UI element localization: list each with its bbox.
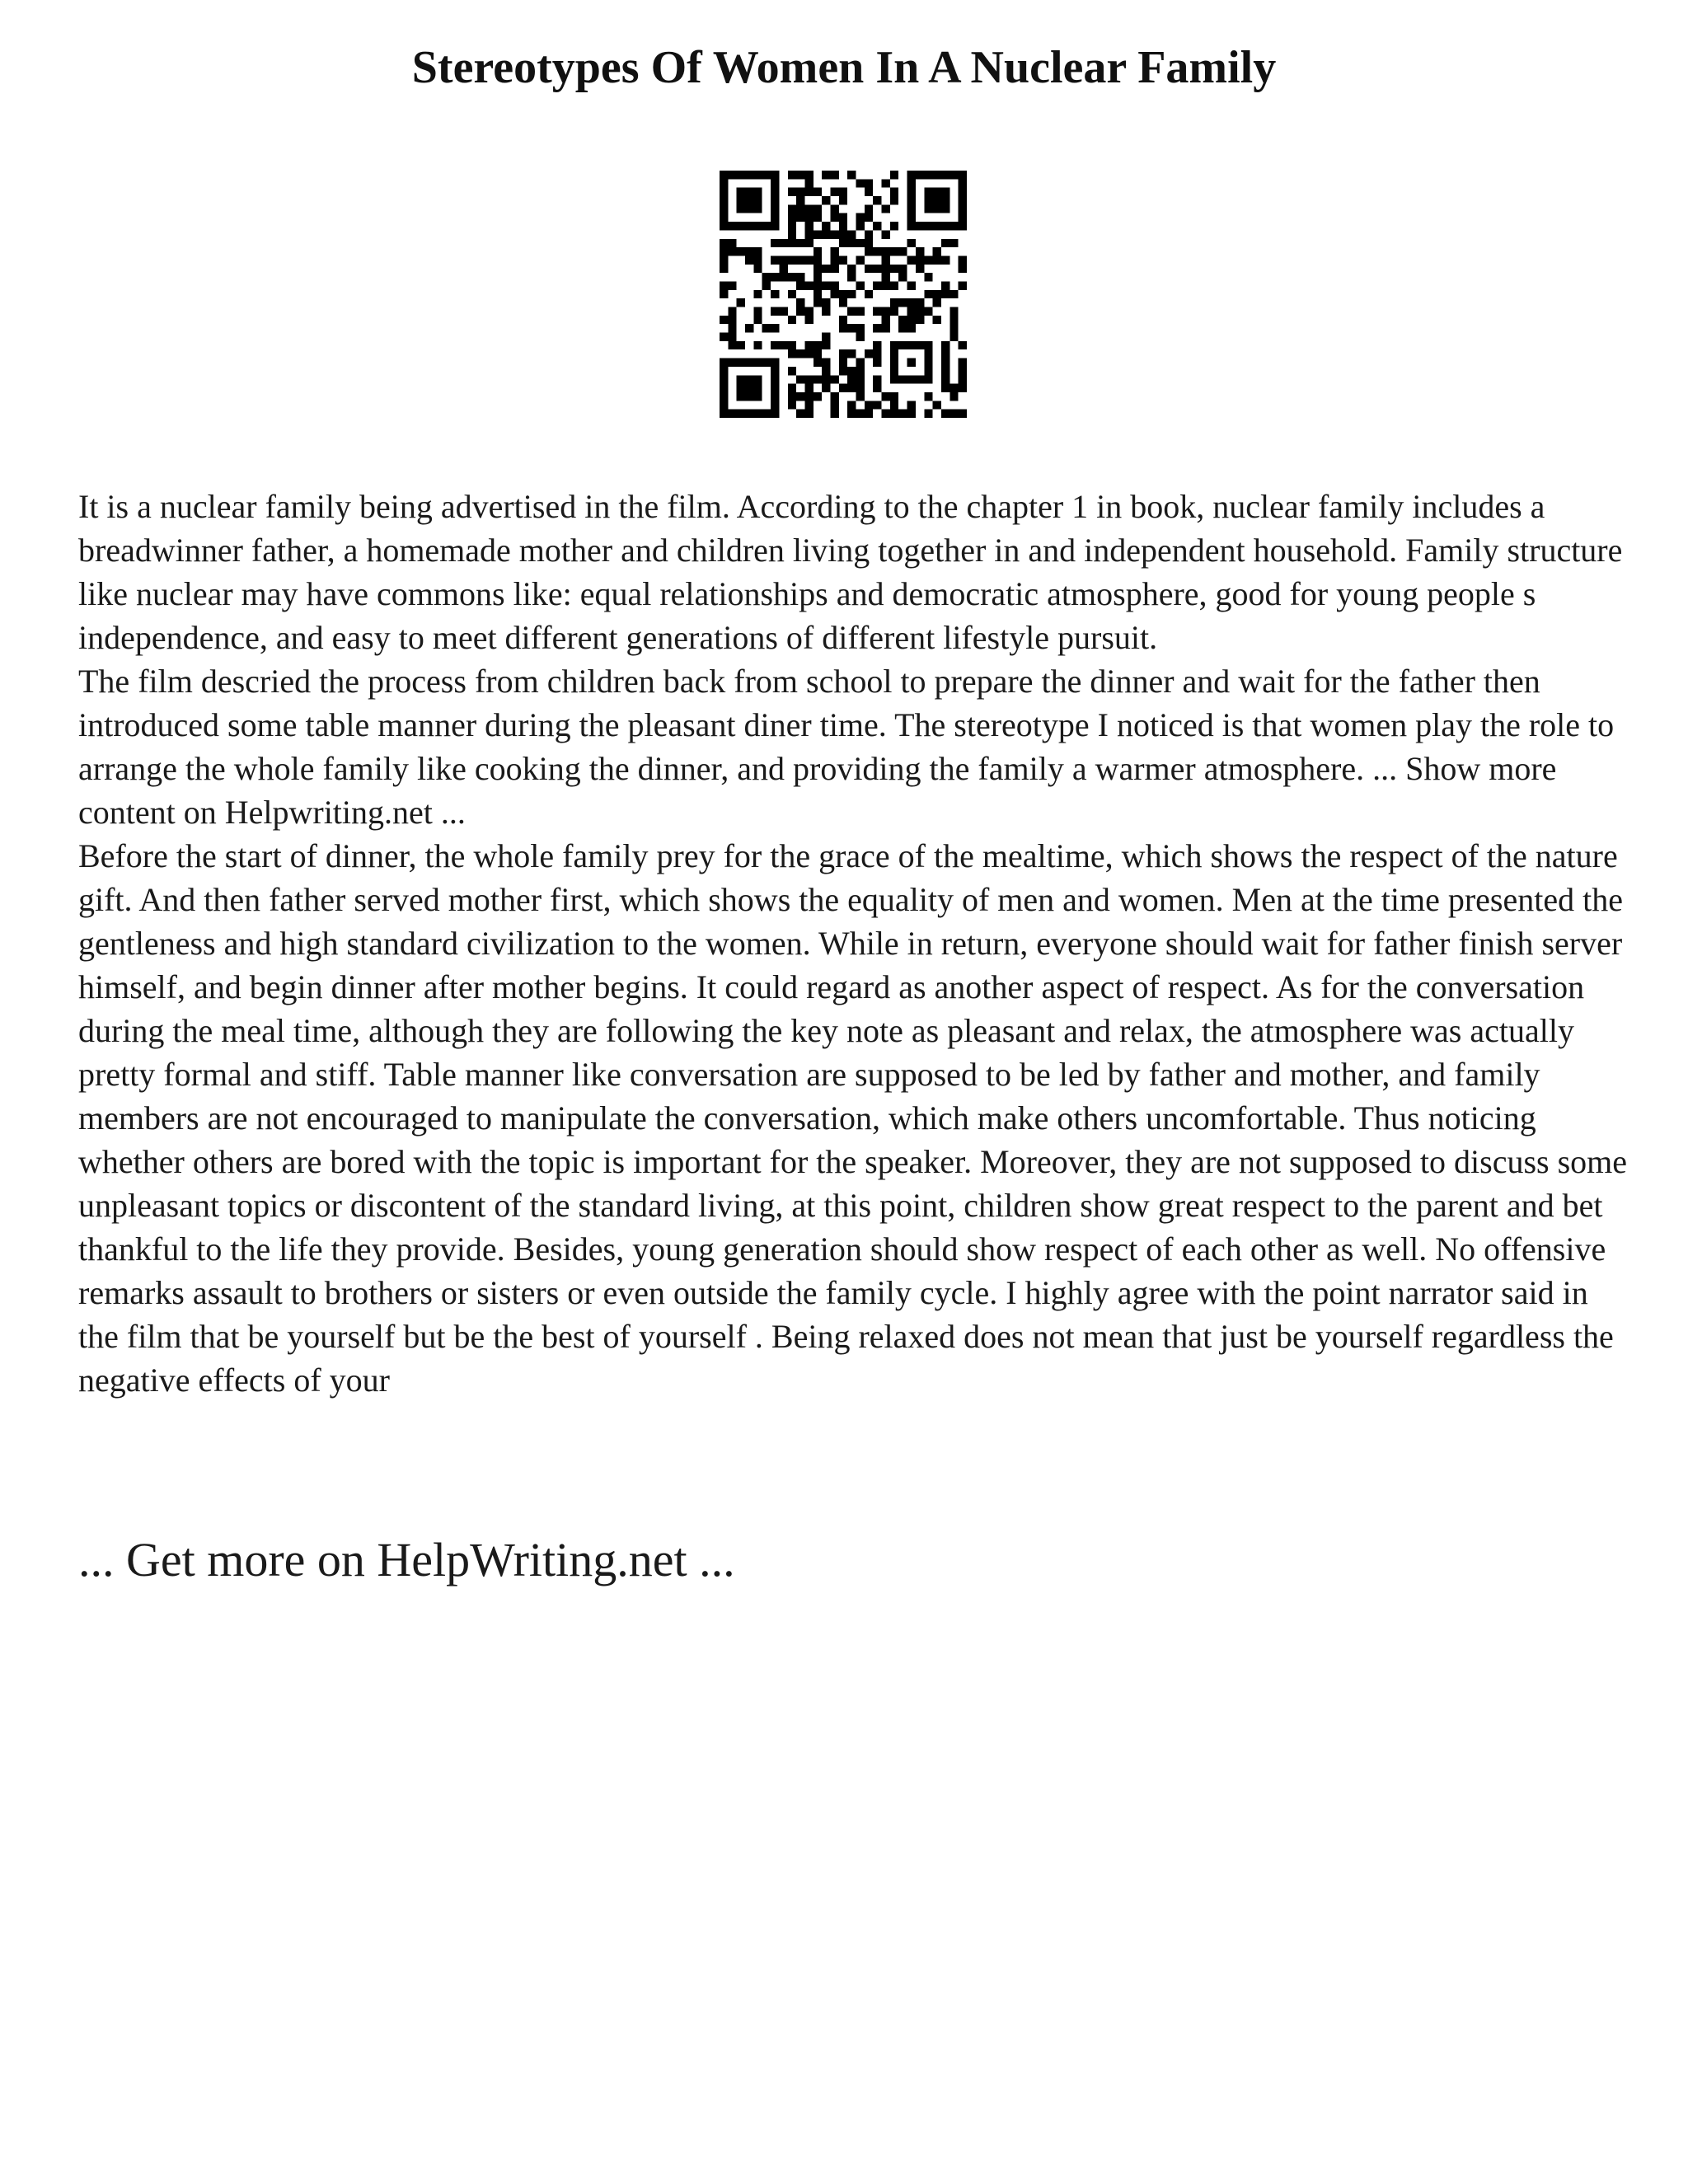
get-more-link[interactable]: ... Get more on HelpWriting.net ... bbox=[78, 1533, 735, 1586]
page-title: Stereotypes Of Women In A Nuclear Family bbox=[411, 42, 1277, 93]
qr-code-icon bbox=[720, 171, 967, 418]
paragraph: It is a nuclear family being advertised in the film. According to the chapter 1 in book, nuclear family includes a breadwinner father, a homemade mother and children living together in and independent household. Family structure like nuclear may have commons like: equal relationships and democratic atmosphere, good for young people s independence, and easy to meet different generations of different lifestyle pursuit. bbox=[78, 488, 1623, 656]
article-body bbox=[78, 485, 1628, 1402]
paragraph: Before the start of dinner, the whole family prey for the grace of the mealtime, which shows the respect of the nature gift. And then father served mother first, which shows the equality of men and women. Men at the time presented the gentleness and high standard civilization to the women. While in return, everyone should wait for father finish server himself, and begin dinner after mother begins. It could regard as another aspect of respect. As for the conversation during the meal time, although they are following the key note as pleasant and relax, the atmosphere was actually pretty formal and stiff. Table manner like conversation are supposed to be led by father and mother, and family members are not encouraged to manipulate the conversation, which make others uncomfortable. Thus noticing whether others are bored with the topic is important for the speaker. Moreover, they are not supposed to discuss some unpleasant topics or discontent of the standard living, at this point, children show great respect to the parent and bet thankful to the life they provide. Besides, young generation should show respect of each other as well. No offensive remarks assault to brothers or sisters or even outside the family cycle. I highly agree with the point narrator said in the film that be yourself but be the best of yourself . Being relaxed does not mean that just be yourself regardless the negative effects of your bbox=[78, 837, 1628, 1399]
paragraph: The film descried the process from children back from school to prepare the dinner and wait for the father then introduced some table manner during the pleasant diner time. The stereotype I noticed is that women play the role to arrange the whole family like cooking the dinner, and providing the family a warmer atmosphere. ... Show more content on Helpwriting.net ... bbox=[78, 663, 1615, 831]
